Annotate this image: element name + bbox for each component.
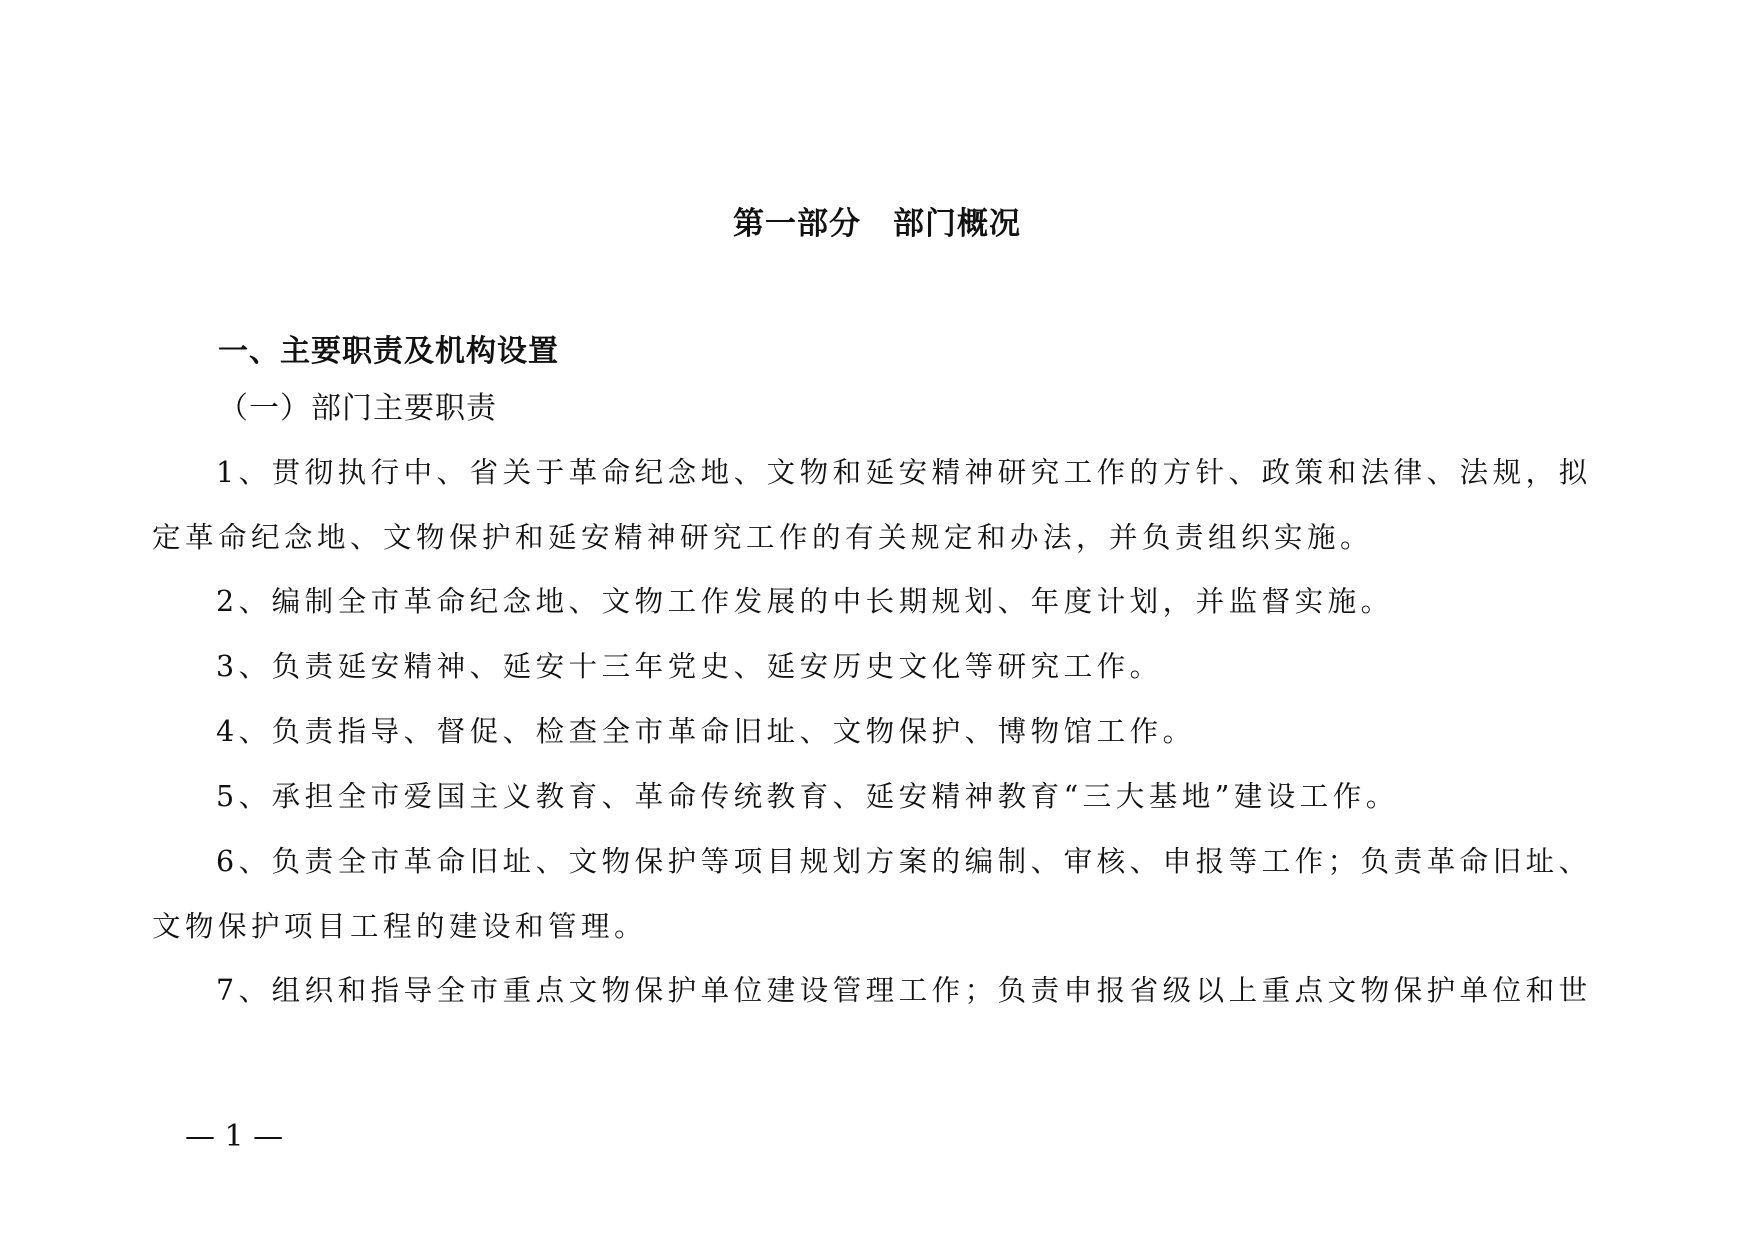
paragraph-1: 1、贯彻执行中、省关于革命纪念地、文物和延安精神研究工作的方针、政策和法律、法规，拟定革命纪念地、文物保护和延安精神研究工作的有关规定和办法，并负责组织实施。 [152, 456, 1592, 554]
paragraph-3: 3、负责延安精神、延安十三年党史、延安历史文化等研究工作。 [216, 650, 1163, 683]
paragraph-5: 5、承担全市爱国主义教育、革命传统教育、延安精神教育“三大基地”建设工作。 [216, 780, 1399, 813]
paragraph-6: 6、负责全市革命旧址、文物保护等项目规划方案的编制、审核、申报等工作；负责革命旧址、文物保护项目工程的建设和管理。 [152, 845, 1592, 943]
paragraph-4: 4、负责指导、督促、检查全市革命旧址、文物保护、博物馆工作。 [216, 715, 1196, 748]
section-heading: 一、主要职责及机构设置 [218, 334, 559, 369]
paragraph-7: 7、组织和指导全市重点文物保护单位建设管理工作；负责申报省级以上重点文物保护单位和世 [216, 974, 1592, 1007]
paragraph-2: 2、编制全市革命纪念地、文物工作发展的中长期规划、年度计划，并监督实施。 [216, 585, 1394, 618]
subsection-heading: （一）部门主要职责 [218, 391, 497, 426]
page-number: — 1 — [185, 1119, 284, 1154]
page-title: 第一部分 部门概况 [733, 206, 1021, 242]
